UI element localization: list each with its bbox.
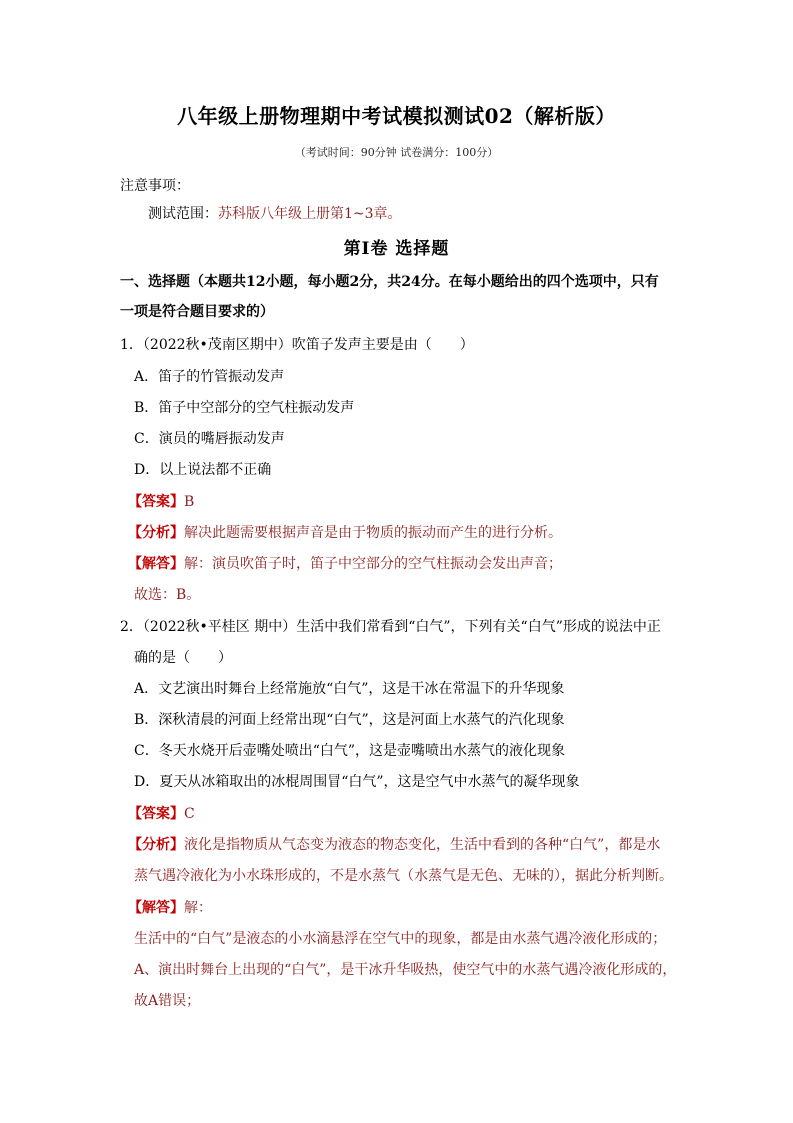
- question-2-solution: [128, 898, 212, 918]
- section-instructions-line1: 一、选择题（本题共12小题，每小题2分，共24分。在每小题给出的四个选项中，只有: [120, 274, 659, 290]
- question-1-option-d: D．以上说法都不正确: [134, 462, 272, 478]
- analysis-tag: 【分析】: [128, 837, 184, 853]
- solution-tag: 【解答】: [128, 900, 184, 916]
- analysis-tag: 【分析】: [128, 525, 184, 541]
- question-1-option-a: A．笛子的竹管振动发声: [134, 369, 285, 385]
- question-1-answer: [128, 492, 194, 512]
- analysis-text: 解决此题需要根据声音是由于物质的振动而产生的进行分析。: [184, 525, 562, 541]
- answer-value: B: [184, 494, 195, 510]
- question-2-option-c: C．冬天水烧开后壶嘴处喷出“白气”，这是壶嘴喷出水蒸气的液化现象: [134, 743, 566, 759]
- analysis-text: 液化是指物质从气态变为液态的物态变化，生活中看到的各种“白气”，都是水: [184, 837, 661, 853]
- section-instructions-line2: 一项是符合题目要求的）: [120, 304, 274, 320]
- question-1-analysis: [128, 523, 562, 543]
- question-1-option-c: C．演员的嘴唇振动发声: [134, 431, 285, 447]
- solution-text: 解：演员吹笛子时，笛子中空部分的空气柱振动会发出声音；: [184, 556, 562, 572]
- question-2-solution-line2: A、演出时舞台上出现的“白气”，是干冰升华吸热，使空气中的水蒸气遇冷液化形成的，: [134, 962, 677, 978]
- test-scope: [148, 204, 402, 224]
- question-2-option-a: A．文艺演出时舞台上经常施放“白气”，这是干冰在常温下的升华现象: [134, 681, 565, 697]
- exam-info: （考试时间：90分钟 试卷满分：100分）: [294, 146, 499, 159]
- question-2-answer: [128, 804, 195, 824]
- question-1-option-b: B．笛子中空部分的空气柱振动发声: [134, 400, 355, 416]
- question-1-solution: [128, 554, 562, 574]
- section-title: 第Ⅰ卷 选择题: [343, 239, 450, 259]
- question-1-choice: 故选：B。: [134, 587, 201, 603]
- answer-value: C: [184, 806, 195, 822]
- solution-lead: 解：: [184, 900, 212, 916]
- question-2-analysis-line2: 蒸气遇冷液化为小水珠形成的，不是水蒸气（水蒸气是无色、无味的），据此分析判断。: [134, 868, 673, 884]
- answer-tag: 【答案】: [128, 494, 184, 510]
- test-scope-label: 测试范围：: [148, 206, 218, 222]
- question-2-solution-line1: 生活中的“白气”是液态的小水滴悬浮在空气中的现象，都是由水蒸气遇冷液化形成的；: [134, 931, 667, 947]
- question-2-option-b: B．深秋清晨的河面上经常出现“白气”，这是河面上水蒸气的汽化现象: [134, 712, 565, 728]
- question-2-analysis-line1: [128, 835, 660, 855]
- question-2-stem-line1: 2．（2022秋•平桂区 期中）生活中我们常看到“白气”，下列有关“白气”形成的说法中正: [120, 619, 661, 635]
- answer-tag: 【答案】: [128, 806, 184, 822]
- solution-tag: 【解答】: [128, 556, 184, 572]
- question-2-option-d: D．夏天从冰箱取出的冰棍周围冒“白气”，这是空气中水蒸气的凝华现象: [134, 774, 580, 790]
- page-title: 八年级上册物理期中考试模拟测试02（解析版）: [177, 104, 616, 128]
- question-1-stem: 1．（2022秋•茂南区期中）吹笛子发声主要是由（ ）: [120, 337, 474, 353]
- notes-heading: 注意事项：: [120, 178, 190, 194]
- test-scope-value: 苏科版八年级上册第1~3章。: [218, 206, 402, 222]
- question-2-solution-line3: 故A错误；: [134, 993, 201, 1009]
- question-2-stem-line2: 确的是（ ）: [134, 650, 232, 666]
